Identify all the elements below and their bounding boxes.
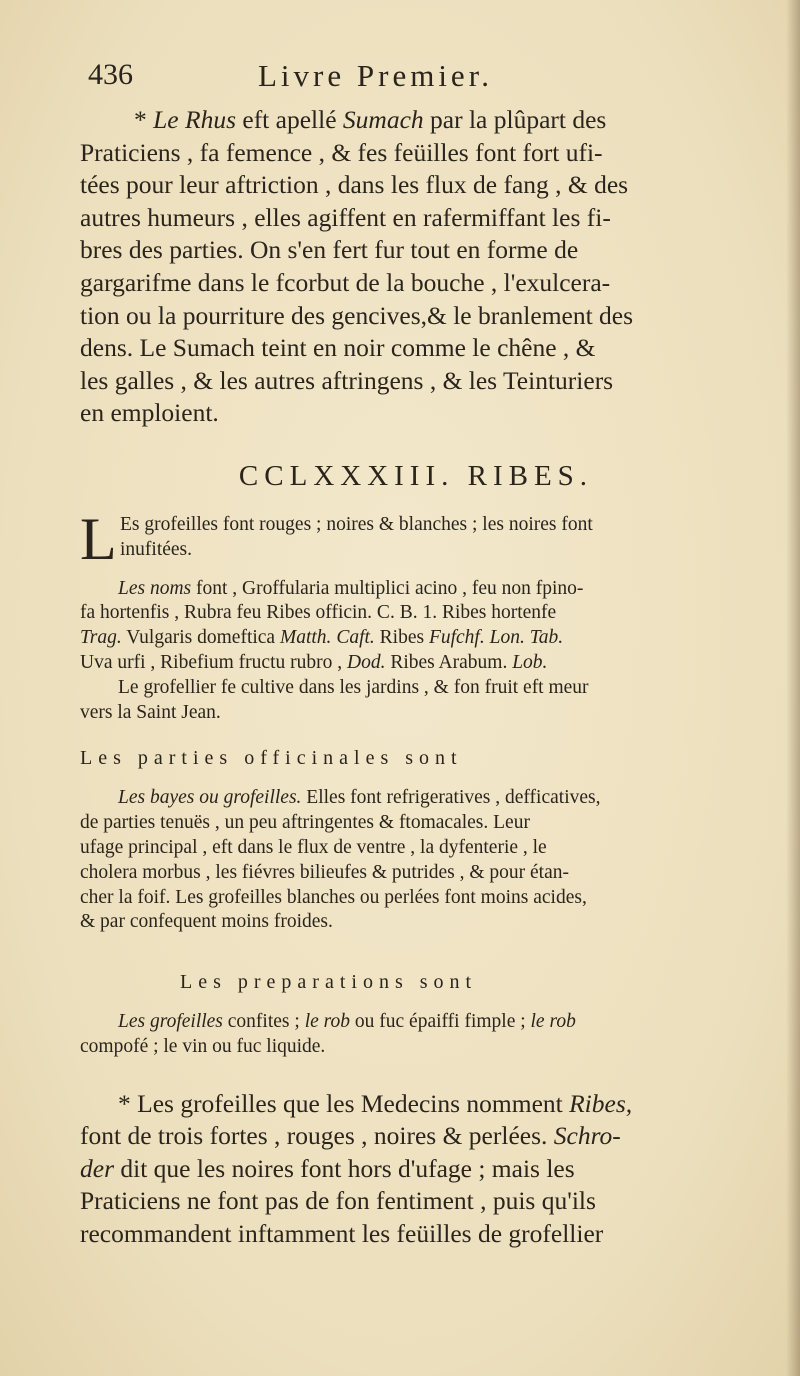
text-line: de parties tenuës , un peu aftringentes & ftomacales. Leur <box>80 812 530 834</box>
text: Uva urfi , Ribefium fructu rubro , <box>80 651 343 673</box>
text-line: tion ou la pourriture des gencives,& le branlement des <box>80 300 634 330</box>
text-line: cher la foif. Les grofeilles blanches ou perlées font moins acides, <box>80 886 587 908</box>
term-rob: le rob <box>530 1011 576 1033</box>
text-line: Praticiens ne font pas de fon fentiment , puis qu'ils <box>80 1186 596 1216</box>
label-bayes: Les bayes ou grofeilles. <box>118 787 302 809</box>
text-line: ufage principal , eft dans le flux de ventre , la dyfenterie , le <box>80 836 547 858</box>
page-number: 436 <box>88 58 133 91</box>
text: eft apellé <box>242 105 337 134</box>
text-line: vers la Saint Jean. <box>80 701 221 723</box>
running-head <box>80 58 752 104</box>
ref-cast: Caft. <box>336 627 375 649</box>
author-schroder: Schro- <box>553 1121 621 1151</box>
term-rhus: Le Rhus <box>153 105 236 134</box>
ref-lon: Lon. <box>489 627 525 649</box>
footnote-star: * <box>134 105 147 134</box>
ref-fuschs: Fufchf. <box>428 627 485 649</box>
text: Ribes <box>379 627 425 649</box>
label-noms: Les noms <box>118 577 192 599</box>
page-edge-shadow <box>786 0 800 1376</box>
paragraph-medecins <box>80 1088 752 1251</box>
text-line: compofé ; le vin ou fuc liquide. <box>80 1035 326 1057</box>
text: Elles font refrigeratives , defficatives, <box>306 787 601 809</box>
footnote-star: * <box>118 1088 131 1118</box>
author-schroder-cont: der <box>80 1153 114 1183</box>
text-line: cholera morbus , les fiévres bilieufes & putrides , & pour étan- <box>80 861 569 883</box>
heading-officinales: Les parties officinales sont <box>80 747 463 770</box>
text-line: inufitées. <box>120 538 193 560</box>
text: font , Groffularia multiplici acino , feu non fpino- <box>196 577 584 599</box>
text-line: en emploient. <box>80 398 219 428</box>
term-sumach: Sumach <box>342 105 424 134</box>
paragraph-rhus <box>80 104 752 430</box>
section-title: CCLXXXIII. RIBES. <box>238 459 594 492</box>
ref-dod: Dod. <box>346 651 386 673</box>
paragraph-culture <box>80 676 752 726</box>
page-content <box>80 58 752 1251</box>
text-line: dens. Le Sumach teint en noir comme le chêne , & <box>80 333 596 363</box>
paragraph-bayes <box>80 786 752 935</box>
text: par la plûpart des <box>430 105 607 134</box>
text-line: tées pour leur aftriction , dans les flux de fang , & des <box>80 170 629 200</box>
paragraph-groseilles <box>80 505 752 572</box>
text-line: fa hortenfis , Rubra feu Ribes officin. C. B. 1. Ribes hortenfe <box>80 602 557 624</box>
text: Ribes Arabum. <box>390 651 508 673</box>
drop-cap: L <box>80 505 117 572</box>
text-line: Es grofeilles font rouges ; noires & blanches ; les noires font <box>120 513 593 535</box>
paragraph-preparations <box>80 1010 752 1060</box>
ref-trag: Trag. <box>80 627 122 649</box>
text-line: Le grofellier fe cultive dans les jardins , & fon fruit eft meur <box>118 676 589 698</box>
ref-lob: Lob. <box>512 651 548 673</box>
text-line: gargarifme dans le fcorbut de la bouche , l'exulcera- <box>80 267 611 297</box>
text-line: bres des parties. On s'en fert fur tout en forme de <box>80 235 579 265</box>
paragraph-noms <box>80 577 752 676</box>
text-line: & par confequent moins froides. <box>80 911 333 933</box>
text: Vulgaris domeftica <box>126 627 276 649</box>
heading-preparations: Les preparations sont <box>180 971 478 994</box>
text-line: autres humeurs , elles agiffent en rafermiffant les fi- <box>80 202 611 232</box>
text: Les grofeilles que les Medecins nomment <box>137 1088 563 1118</box>
term-rob: le rob <box>304 1011 351 1033</box>
text-line: les galles , & les autres aftringens , & les Teinturiers <box>80 365 614 395</box>
text: ou fuc épaiffi fimple ; <box>354 1011 526 1033</box>
ref-tab: Tab. <box>529 627 564 649</box>
text: dit que les noires font hors d'ufage ; mais les <box>120 1153 575 1183</box>
ref-matth: Matth. <box>279 627 332 649</box>
text-line: recommandent inftamment les feüilles de grofellier <box>80 1219 604 1249</box>
running-title: Livre Premier. <box>258 58 494 93</box>
text-line: Praticiens , fa femence , & fes feüilles font fort ufi- <box>80 137 603 167</box>
text: confites ; <box>227 1011 300 1033</box>
term-ribes: Ribes, <box>569 1088 633 1118</box>
label-groseilles: Les grofeilles <box>118 1011 223 1033</box>
text: font de trois fortes , rouges , noires & perlées. <box>80 1121 548 1151</box>
